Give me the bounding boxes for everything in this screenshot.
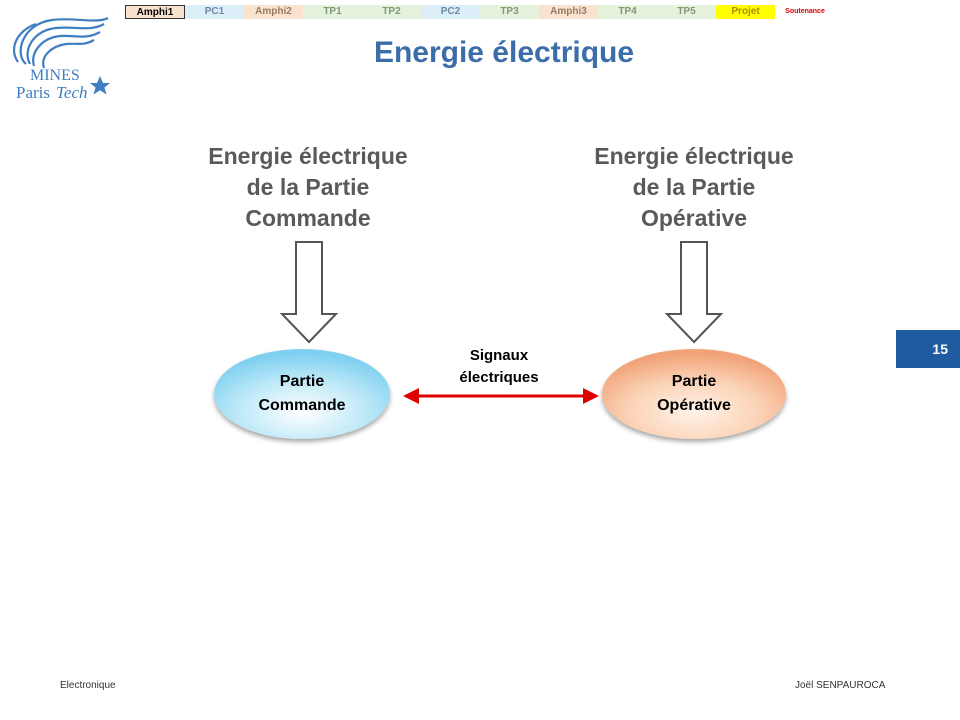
nav-tab-tp4[interactable]: TP4 — [598, 5, 657, 19]
logo-text-mines: MINES — [30, 67, 80, 84]
right-heading-line3: Opérative — [640, 205, 748, 231]
nav-tab-amphi3[interactable]: Amphi3 — [539, 5, 598, 19]
footer-author: Joël SENPAUROCA — [795, 680, 886, 691]
page-number-badge: 15 — [896, 330, 960, 368]
nav-tab-tp3[interactable]: TP3 — [480, 5, 539, 19]
nav-tab-tp2[interactable]: TP2 — [362, 5, 421, 19]
partie-commande-label — [222, 370, 382, 418]
partie-operative-line1: Partie — [671, 373, 717, 390]
nav-tab-tp5[interactable]: TP5 — [657, 5, 716, 19]
signal-label — [430, 345, 568, 389]
signal-label-line1: Signaux — [469, 347, 529, 364]
nav-tab-tp1[interactable]: TP1 — [303, 5, 362, 19]
left-heading-line2: de la Partie — [246, 174, 370, 200]
partie-operative-line2: Opérative — [657, 397, 731, 414]
footer-course-name: Electronique — [60, 680, 116, 691]
bidirectional-signal-arrow — [403, 388, 599, 404]
nav-tab-pc2[interactable]: PC2 — [421, 5, 480, 19]
nav-tab-amphi1[interactable]: Amphi1 — [125, 5, 185, 19]
logo-text-paris: Paris — [16, 83, 50, 102]
partie-commande-line2: Commande — [258, 397, 346, 414]
nav-tab-pc1[interactable]: PC1 — [185, 5, 244, 19]
nav-tab-soutenance[interactable]: Soutenance — [775, 5, 835, 19]
nav-tab-projet[interactable]: Projet — [716, 5, 775, 19]
right-heading-line2: de la Partie — [632, 174, 756, 200]
nav-tab-amphi2[interactable]: Amphi2 — [244, 5, 303, 19]
left-heading-line3: Commande — [245, 205, 371, 231]
left-down-arrow — [282, 242, 336, 342]
right-heading-line1: Energie électrique — [594, 143, 794, 169]
partie-operative-label — [614, 370, 774, 418]
slide-title: Energie électrique — [373, 36, 635, 69]
logo-text-tech: Tech — [56, 83, 88, 102]
left-heading-line1: Energie électrique — [208, 143, 408, 169]
signal-label-line2: électriques — [459, 369, 539, 386]
right-down-arrow — [667, 242, 721, 342]
partie-commande-line1: Partie — [279, 373, 325, 390]
